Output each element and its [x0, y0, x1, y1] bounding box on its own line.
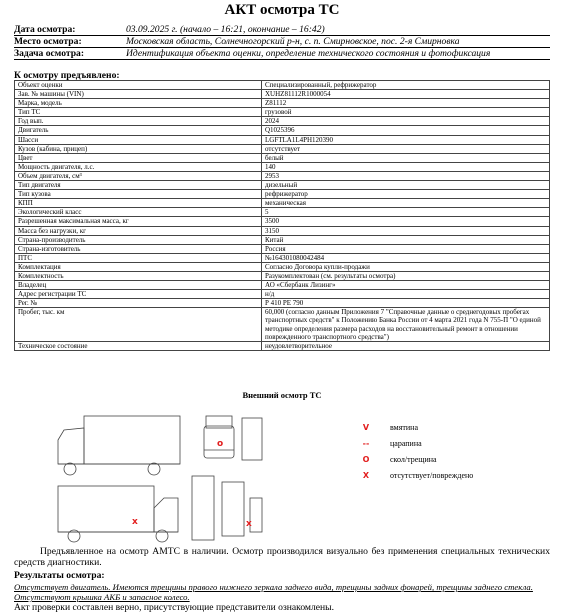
property-value: АО «Сбербанк Лизинг» [262, 281, 550, 290]
table-row [15, 262, 550, 271]
dent-icon: V [362, 423, 370, 432]
property-name: Тип двигателя [15, 181, 262, 190]
damage-mark-rear: x [132, 517, 138, 527]
property-name: КПП [15, 199, 262, 208]
property-name: Адрес регистрации ТС [15, 290, 262, 299]
property-value: 2953 [262, 171, 550, 180]
property-value: Z81112 [262, 99, 550, 108]
meta-row-task [14, 48, 550, 60]
property-value: Специализированный, рефрижератор [262, 81, 550, 90]
table-row [15, 81, 550, 90]
table-row [15, 90, 550, 99]
property-value: грузовой [262, 108, 550, 117]
inspection-note: Предъявленное на осмотр АМТС в наличии. Осмотр производился визуально без применения специальных технических средств диагностики. [14, 546, 550, 568]
property-name: Страна-изготовитель [15, 244, 262, 253]
property-value: рефрижератор [262, 190, 550, 199]
property-value: неудовлетворительное [262, 341, 550, 350]
meta-label: Место осмотра: [14, 36, 82, 47]
property-name: Страна-производитель [15, 235, 262, 244]
table-row [15, 281, 550, 290]
property-name: Разрешенная максимальная масса, кг [15, 217, 262, 226]
property-value: 3150 [262, 226, 550, 235]
property-value: Q1025396 [262, 126, 550, 135]
property-value: 140 [262, 162, 550, 171]
property-name: Марка, модель [15, 99, 262, 108]
properties-table [14, 80, 550, 351]
property-value: 3500 [262, 217, 550, 226]
property-value: XUHZ81112R1000054 [262, 90, 550, 99]
meta-block [14, 24, 550, 60]
legend-label: царапина [390, 439, 422, 448]
property-value: 60,000 (согласно данным Приложения 7 "Справочные данные о среднегодовых пробегах транспортных средств" к Положению Банка России от 4 марта 2021 года N 755-П "О единой методике определения размера расходов на восстановительный ремонт в отношении поврежденного транспортного средства") [262, 308, 550, 341]
property-name: Масса без нагрузки, кг [15, 226, 262, 235]
property-name: Зав. № машины (VIN) [15, 90, 262, 99]
table-row [15, 235, 550, 244]
meta-value: 03.09.2025 г. (начало – 16:21, окончание – 16:42) [126, 24, 325, 35]
table-row [15, 208, 550, 217]
property-value: н/д [262, 290, 550, 299]
final-statement: Акт проверки составлен верно, присутствующие представители ознакомлены. [14, 602, 335, 613]
property-value: №164301080042484 [262, 253, 550, 262]
table-row [15, 190, 550, 199]
table-row [15, 217, 550, 226]
table-row [15, 126, 550, 135]
exterior-heading: Внешний осмотр ТС [242, 390, 322, 400]
property-name: Двигатель [15, 126, 262, 135]
property-name: Год вып. [15, 117, 262, 126]
table-row [15, 226, 550, 235]
table-row [15, 271, 550, 280]
property-value: дизельный [262, 181, 550, 190]
property-name: Кузов (кабина, прицеп) [15, 144, 262, 153]
table-row [15, 153, 550, 162]
property-value: 5 [262, 208, 550, 217]
vehicle-diagram [54, 412, 264, 544]
meta-label: Задача осмотра: [14, 48, 85, 59]
table-row [15, 108, 550, 117]
property-value: белый [262, 153, 550, 162]
table-row [15, 135, 550, 144]
property-value: Согласно Договора купли-продажи [262, 262, 550, 271]
property-name: Комплектность [15, 271, 262, 280]
property-value: LGFTLA1L4PH120390 [262, 135, 550, 144]
table-row [15, 162, 550, 171]
property-name: Объем двигателя, см³ [15, 171, 262, 180]
meta-row-date [14, 24, 550, 36]
table-row [15, 181, 550, 190]
property-name: Шасси [15, 135, 262, 144]
property-name: Цвет [15, 153, 262, 162]
table-row [15, 117, 550, 126]
property-name: Тип кузова [15, 190, 262, 199]
section-heading: К осмотру предъявлено: [14, 70, 120, 81]
legend-label: скол/трещина [390, 455, 437, 464]
property-value: отсутствует [262, 144, 550, 153]
property-name: Владелец [15, 281, 262, 290]
property-name: Объект оценки [15, 81, 262, 90]
property-name: Комплектация [15, 262, 262, 271]
property-name: Техническое состояние [15, 341, 262, 350]
property-name: Мощность двигателя, л.с. [15, 162, 262, 171]
property-name: Тип ТС [15, 108, 262, 117]
legend-label: отсутствует/повреждено [390, 471, 474, 480]
meta-value: Идентификация объекта оценки, определение технического состояния и фотофиксация [126, 48, 491, 59]
damage-mark-top: x [246, 519, 252, 529]
property-value: 2024 [262, 117, 550, 126]
property-value: Китай [262, 235, 550, 244]
meta-value: Московская область, Солнечногорский р-н, с. п. Смирновское, пос. 2-я Смирновка [126, 36, 460, 47]
table-row [15, 308, 550, 341]
property-name: Пробег, тыс. км [15, 308, 262, 341]
table-row [15, 341, 550, 350]
table-row [15, 199, 550, 208]
legend-label: вмятина [390, 423, 418, 432]
scratch-icon: -- [362, 439, 370, 448]
meta-label: Дата осмотра: [14, 24, 76, 35]
property-value: Разукомплектован (см. результаты осмотра) [262, 271, 550, 280]
property-value: механическая [262, 199, 550, 208]
table-row [15, 290, 550, 299]
property-name: Рег. № [15, 299, 262, 308]
property-name: Экологический класс [15, 208, 262, 217]
chip-icon: O [362, 455, 370, 464]
damage-mark-front: o [217, 439, 224, 449]
table-row [15, 144, 550, 153]
property-value: Россия [262, 244, 550, 253]
table-row [15, 171, 550, 180]
page-title: АКТ осмотра ТС [224, 2, 340, 18]
missing-icon: X [362, 471, 370, 480]
table-row [15, 253, 550, 262]
table-row [15, 244, 550, 253]
meta-row-place [14, 36, 550, 48]
property-name: ПТС [15, 253, 262, 262]
table-row [15, 299, 550, 308]
results-heading: Результаты осмотра: [14, 570, 105, 581]
results-text: Отсутствует двигатель. Имеются трещины правого нижнего зеркала заднего вида, трещины задних фонарей, трещины заднего стекла. Отсутствуют крышка АКБ и запасное колесо. [14, 582, 533, 602]
property-value: Р 410 РЕ 790 [262, 299, 550, 308]
table-row [15, 99, 550, 108]
